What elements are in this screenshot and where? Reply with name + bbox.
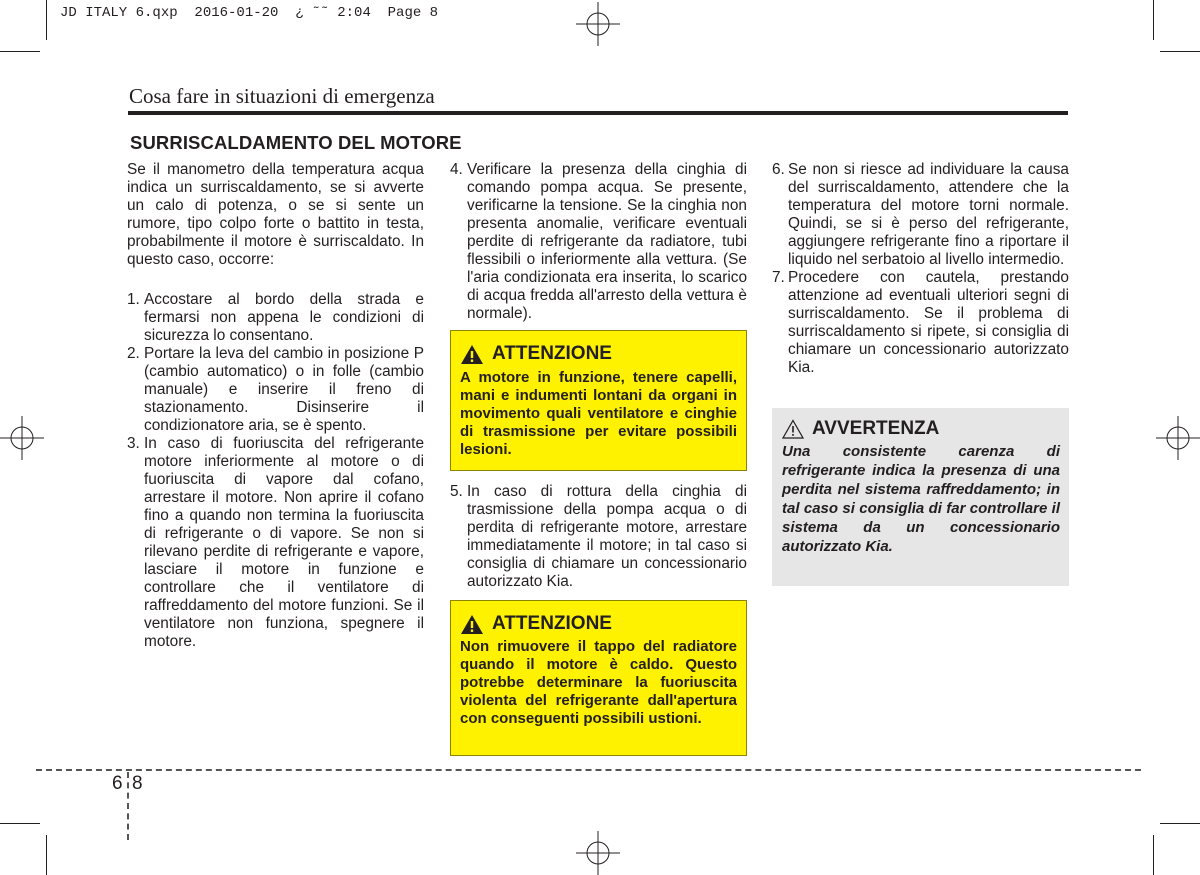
list-item-number: 4. [450,161,463,178]
warning-title: ATTENZIONE [492,343,612,364]
header-rule [128,111,1068,115]
footer-rule [36,769,1141,771]
list-item [127,435,424,651]
list-item-text: In caso di fuoriuscita del refrigerante motore inferiormente al motore o di fuoriuscita di vapore dal cofano, arrestare il motore. Non aprire il cofano fino a quando non termina la fuoriuscita di refrigerante o di vapore. Se non si rilevano perdite di refrigerante e vapore, lasciare il motore in funzione e controllare che il ventilatore di raffreddamento del motore funzioni. Se il ventilatore non funziona, spegnere il motore. [144,435,424,650]
crop-mark [46,0,47,40]
note-title: AVVERTENZA [812,418,940,439]
warning-text: Non rimuovere il tappo del radiatore quando il motore è caldo. Questo potrebbe determinare la fuoriuscita violenta del refrigerante dall'apertura con conseguenti possibili ustioni. [460,638,737,727]
section-title: SURRISCALDAMENTO DEL MOTORE [130,132,462,153]
warning-header [460,343,737,365]
list-item-number: 2. [127,345,140,362]
crop-mark [1153,835,1154,875]
warning-box [450,600,747,756]
column-1 [127,161,424,651]
list-item-text: In caso di rottura della cinghia di trasmissione della pompa acqua o di perdita di refrigerante motore, arrestare immediatamente il motore; in tal caso si consiglia di chiamare un concessionario autorizzato Kia. [467,483,747,590]
list-item-number: 5. [450,483,463,500]
caution-triangle-icon [782,419,804,439]
list-item [127,291,424,345]
registration-mark-icon [0,416,44,460]
note-box [772,408,1069,586]
warning-header [460,613,737,635]
list-item [450,483,747,591]
list-item-text: Se non si riesce ad individuare la causa del surriscaldamento, attendere che la temperatura del motore torni normale. Quindi, se si è perso del refrigerante, aggiungere refrigerante fino a riportare il liquido nel serbatoio al livello intermedio. [788,161,1069,268]
list-item [450,161,747,323]
intro-paragraph: Se il manometro della temperatura acqua indica un surriscaldamento, se si avverte un calo di potenza, o se si sente un rumore, tipo colpo forte o battito in testa, probabilmente il motore è surriscaldato. In questo caso, occorre: [127,161,424,268]
crop-mark [0,51,40,52]
list-item-text: Procedere con cautela, prestando attenzione ad eventuali ulteriori segni di surriscaldamento. Se il problema di surriscaldamento si ripete, si consiglia di chiamare un concessionario autorizzato Kia. [788,269,1069,376]
list-item-text: Portare la leva del cambio in posizione P (cambio automatico) o in folle (cambio manuale) e inserire il freno di stazionamento. Disinserire il condizionatore aria, se è spento. [144,345,424,434]
list-item-number: 3. [127,435,140,452]
list-item [772,269,1069,377]
list-item [127,345,424,435]
list-item-number: 1. [127,291,140,308]
registration-mark-icon [576,2,620,46]
crop-mark [46,835,47,875]
column-2 [450,161,747,323]
note-header [782,418,1060,440]
column-2-continued [450,483,747,591]
chapter-number: 6 [112,773,123,794]
crop-mark [1160,823,1200,824]
crop-mark [1153,0,1154,40]
column-3 [772,161,1069,377]
print-slug: JD ITALY 6.qxp 2016-01-20 ¿ ˜˜ 2:04 Page 8 [60,5,439,21]
list-item-number: 7. [772,269,785,286]
page-number: 8 [132,773,143,794]
crop-mark [1160,51,1200,52]
registration-mark-icon [576,831,620,875]
warning-triangle-icon [460,344,484,365]
registration-mark-icon [1156,416,1200,460]
list-item-text: Accostare al bordo della strada e fermarsi non appena le condizioni di sicurezza lo consentano. [144,291,424,344]
page-number-divider [127,772,129,840]
list-item-number: 6. [772,161,785,178]
warning-box [450,330,747,471]
note-text: Una consistente carenza di refrigerante indica la presenza di una perdita nel sistema raffreddamento; in tal caso si consiglia di far controllare il sistema da un concessionario autorizzato Kia. [782,443,1060,555]
crop-mark [0,823,40,824]
list-item [772,161,1069,269]
warning-text: A motore in funzione, tenere capelli, mani e indumenti lontani da organi in movimento quali ventilatore e cinghie di trasmissione per evitare possibili lesioni. [460,369,737,458]
warning-title: ATTENZIONE [492,613,612,634]
warning-triangle-icon [460,614,484,635]
list-item-text: Verificare la presenza della cinghia di comando pompa acqua. Se presente, verificarne la tensione. Se la cinghia non presenta anomalie, verificare eventuali perdite di refrigerante da radiatore, tubi flessibili o inferiormente alla vettura. (Se l'aria condizionata era inserita, lo scarico di acqua fredda all'arresto della vettura è normale). [467,161,747,322]
chapter-header-title: Cosa fare in situazioni di emergenza [129,84,435,108]
